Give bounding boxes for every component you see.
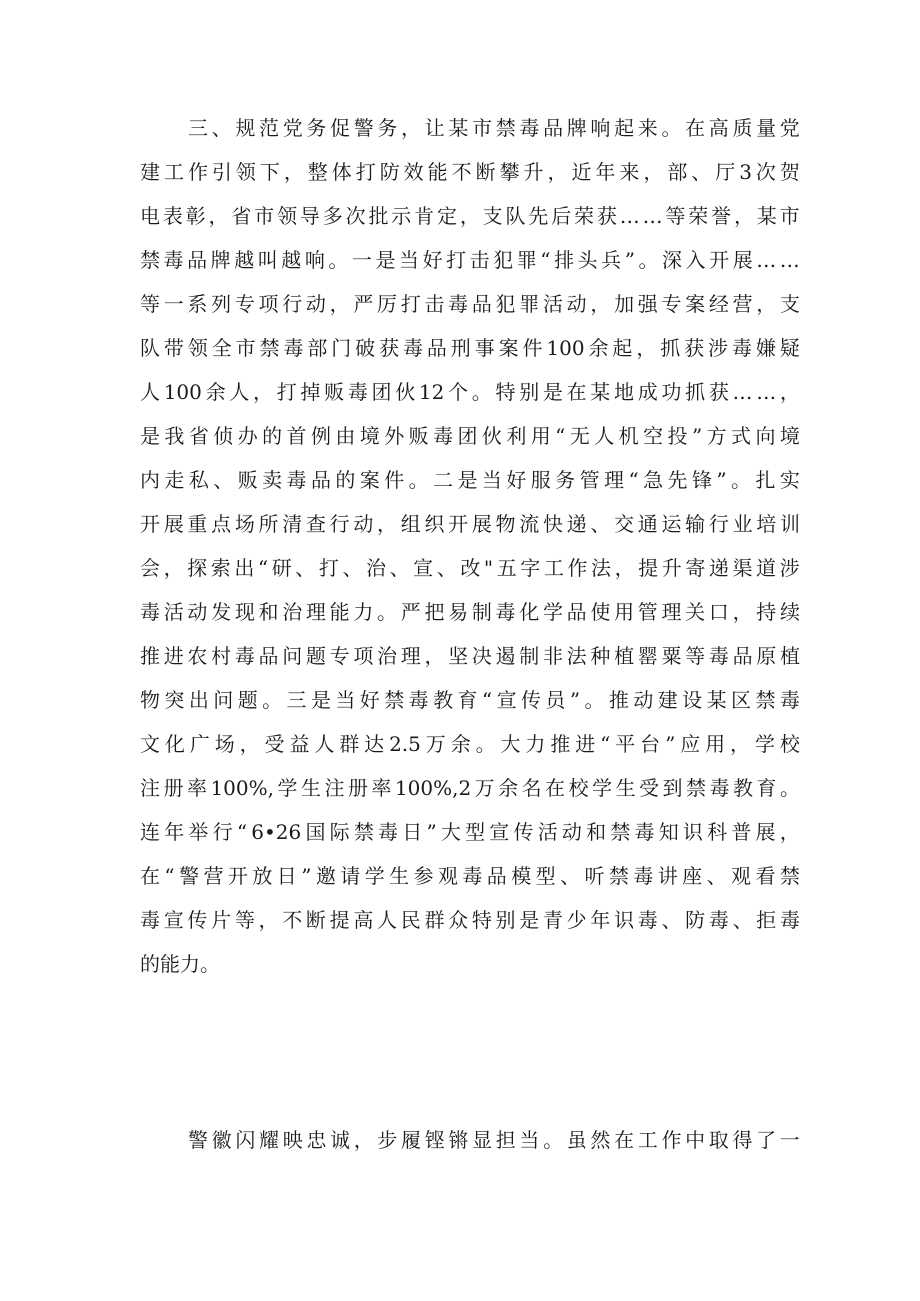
text-line: 是 我 省 侦 办 的 首 例 由 境 外 贩 毒 团 伙 利 用 “ 无 人 机 空 投 ” 方 式 向 境 xyxy=(140,424,800,448)
text-line: 物 突 出 问 题 。 三 是 当 好 禁 毒 教 育 “ 宣 传 员 ” 。 推 动 建 设 某 区 禁 毒 xyxy=(140,688,800,712)
text-line: 警 徽 闪 耀 映 忠 诚 ， 步 履 铿 锵 显 担 当 。 虽 然 在 工 作 中 取 得 了 一 xyxy=(188,1128,800,1152)
text-line: 三 、 规 范 党 务 促 警 务 ， 让 某 市 禁 毒 品 牌 响 起 来 。 在 高 质 量 党 xyxy=(188,116,800,140)
text-line: 毒 活 动 发 现 和 治 理 能 力 。 严 把 易 制 毒 化 学 品 使 用 管 理 关 口 ， 持 续 xyxy=(140,600,800,624)
text-line: 毒 宣 传 片 等 ， 不 断 提 高 人 民 群 众 特 别 是 青 少 年 识 毒 、 防 毒 、 拒 毒 xyxy=(140,908,800,932)
paragraph-party-affairs xyxy=(140,106,800,986)
text-line: 电 表 彰 ， 省 市 领 导 多 次 批 示 肯 定 ， 支 队 先 后 荣 获 … … 等 荣 誉 ， 某 市 xyxy=(140,204,800,228)
text-line: 在 “ 警 营 开 放 日 ” 邀 请 学 生 参 观 毒 品 模 型 、 听 禁 毒 讲 座 、 观 看 禁 xyxy=(140,864,800,888)
text-line: 推 进 农 村 毒 品 问 题 专 项 治 理 ， 坚 决 遏 制 非 法 种 植 罂 粟 等 毒 品 原 植 xyxy=(140,644,800,668)
text-line: 会 ， 探 索 出 “ 研 、 打 、 治 、 宣 、 改 " 五 字 工 作 法 ， 提 升 寄 递 渠 道 涉 xyxy=(140,556,800,580)
text-line: 文 化 广 场 ， 受 益 人 群 达 2.5 万 余 。 大 力 推 进 “ 平 台 ” 应 用 ， 学 校 xyxy=(140,732,800,756)
text-line: 的 能 力 。 xyxy=(140,952,220,976)
text-line: 开 展 重 点 场 所 清 查 行 动 ， 组 织 开 展 物 流 快 递 、 交 通 运 输 行 业 培 训 xyxy=(140,512,800,536)
text-line: 禁 毒 品 牌 越 叫 越 响 。 一 是 当 好 打 击 犯 罪 “ 排 头 兵 ” 。 深 入 开 展 … … xyxy=(140,248,800,272)
text-line: 内 走 私 、 贩 卖 毒 品 的 案 件 。 二 是 当 好 服 务 管 理 “ 急 先 锋 ” 。 扎 实 xyxy=(140,468,800,492)
text-line: 人 100 余 人 ， 打 掉 贩 毒 团 伙 12 个 。 特 别 是 在 某 地 成 功 抓 获 … … ， xyxy=(140,380,800,404)
text-line: 注 册 率 100%, 学 生 注 册 率 100%,2 万 余 名 在 校 学 生 受 到 禁 毒 教 育 。 xyxy=(140,776,800,800)
text-line: 等 一 系 列 专 项 行 动 ， 严 厉 打 击 毒 品 犯 罪 活 动 ， 加 强 专 案 经 营 ， 支 xyxy=(140,292,800,316)
paragraph-conclusion xyxy=(140,1118,800,1162)
text-line: 建 工 作 引 领 下 ， 整 体 打 防 效 能 不 断 攀 升 ， 近 年 来 ， 部 、 厅 3 次 贺 xyxy=(140,160,800,184)
text-line: 连 年 举 行 “ 6•26 国 际 禁 毒 日 ” 大 型 宣 传 活 动 和 禁 毒 知 识 科 普 展 ， xyxy=(140,820,800,844)
text-line: 队 带 领 全 市 禁 毒 部 门 破 获 毒 品 刑 事 案 件 100 余 起 ， 抓 获 涉 毒 嫌 疑 xyxy=(140,336,800,360)
